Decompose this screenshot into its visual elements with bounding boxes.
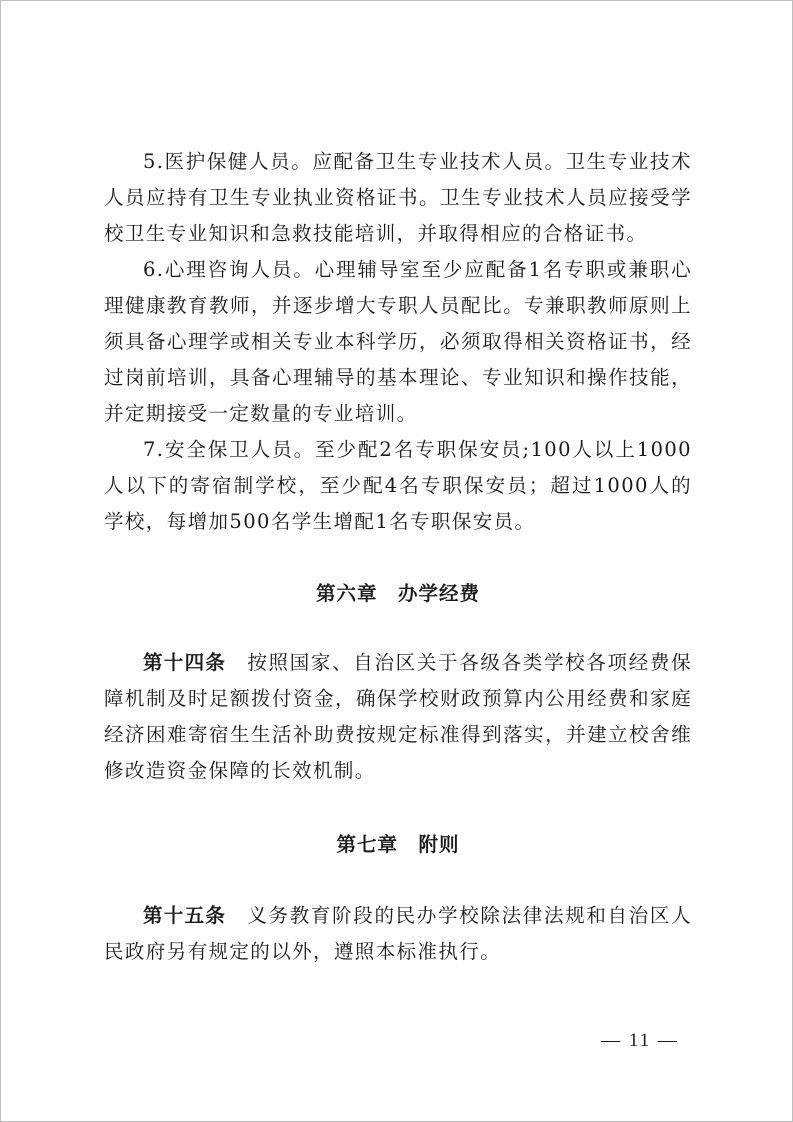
paragraph-medical-staff: 5.医护保健人员。应配备卫生专业技术人员。卫生专业技术人员应持有卫生专业执业资格证书。卫生专业技术人员应接受学校卫生专业知识和急救技能培训，并取得相应的合格证书。 bbox=[104, 150, 692, 245]
article-15-label: 第十五条 bbox=[143, 904, 227, 927]
article-14-paragraph bbox=[104, 645, 692, 789]
document-body bbox=[104, 144, 692, 970]
article-14-label: 第十四条 bbox=[143, 651, 227, 674]
page-number: — 11 — bbox=[601, 1030, 679, 1051]
article-15-paragraph bbox=[104, 898, 692, 970]
chapter-seven-heading: 第七章 附则 bbox=[336, 833, 460, 856]
paragraph-security-staff: 7.安全保卫人员。至少配2名专职保安员;100人以上1000人以下的寄宿制学校，至少配4名专职保安员；超过1000人的学校，每增加500名学生增配1名专职保安员。 bbox=[104, 438, 692, 533]
chapter-six-heading: 第六章 办学经费 bbox=[315, 582, 480, 605]
article-15-text: 义务教育阶段的民办学校除法律法规和自治区人民政府另有规定的以外，遵照本标准执行。 bbox=[104, 904, 692, 963]
article-14-text: 按照国家、自治区关于各级各类学校各项经费保障机制及时足额拨付资金，确保学校财政预算内公用经费和家庭经济困难寄宿生生活补助费按规定标准得到落实，并建立校舍维修改造资金保障的长效机制。 bbox=[104, 651, 692, 782]
paragraph-counseling-staff: 6.心理咨询人员。心理辅导室至少应配备1名专职或兼职心理健康教育教师，并逐步增大专职人员配比。专兼职教师原则上须具备心理学或相关专业本科学历，必须取得相关资格证书，经过岗前培训，具备心理辅导的基本理论、专业知识和操作技能，并定期接受一定数量的专业培训。 bbox=[104, 258, 692, 425]
